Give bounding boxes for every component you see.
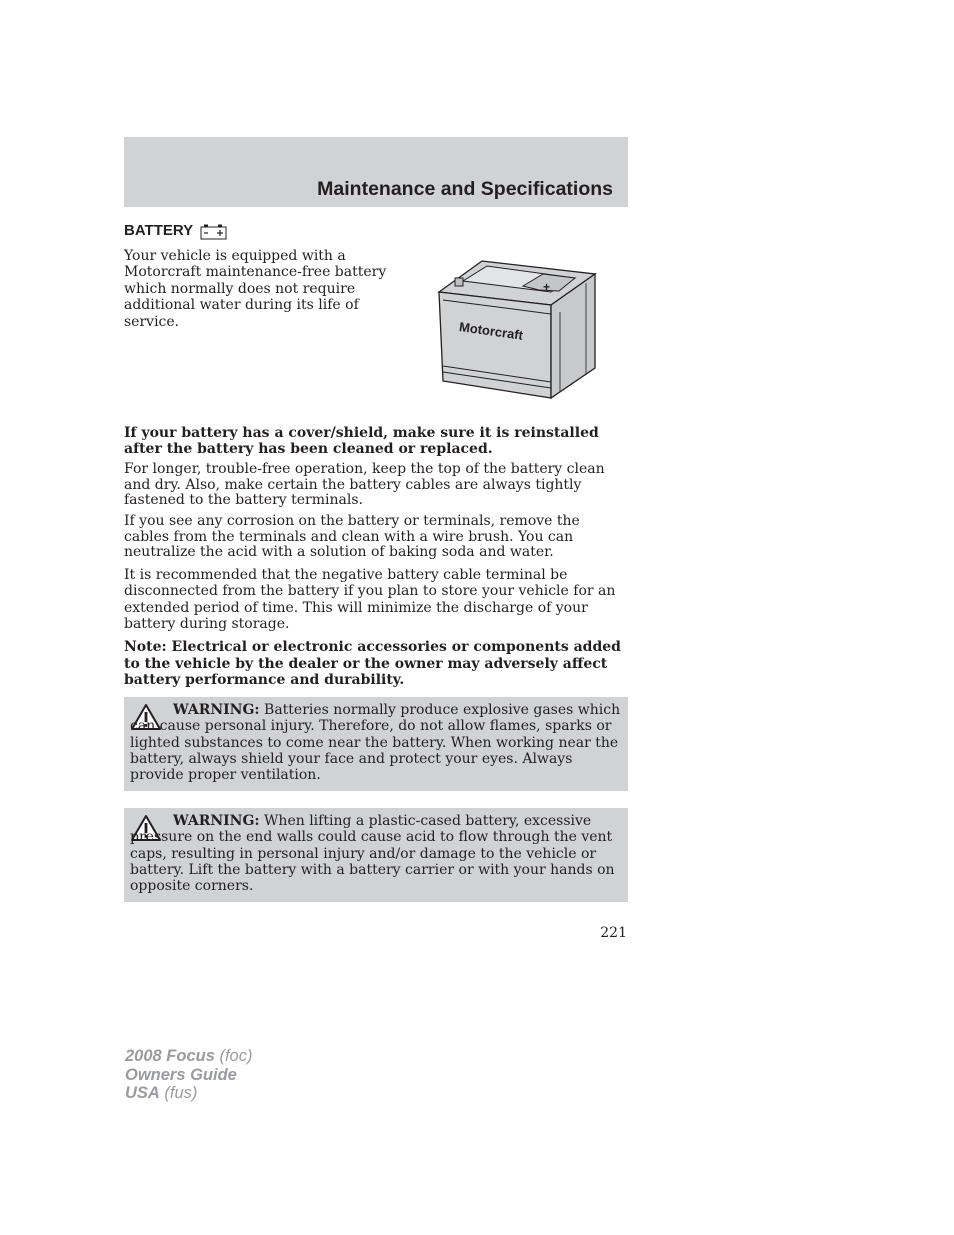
page-title: Maintenance and Specifications bbox=[317, 178, 613, 200]
footer-guide: Owners Guide bbox=[125, 1065, 237, 1084]
warning-box-gases bbox=[124, 697, 628, 791]
section-heading bbox=[124, 222, 226, 239]
warning-body: When lifting a plastic-cased battery, excessive pressure on the end walls could cause acid to flow through the vent caps, resulting in personal injury and/or damage to the vehicle or battery. Lift the battery with a battery carrier or with your hands on opposite corners. bbox=[130, 813, 615, 895]
accessories-note: Note: Electrical or electronic accessories or components added to the vehicle by the dealer or the owner may adversely affect battery performance and durability. bbox=[124, 639, 621, 688]
intro-text: Your vehicle is equipped with a Motorcraft maintenance-free battery which normally does not require additional water during its life of service. bbox=[124, 248, 387, 330]
cover-shield-note: If your battery has a cover/shield, make sure it is reinstalled after the battery has been cleaned or replaced. bbox=[124, 425, 599, 457]
warning-text bbox=[130, 813, 622, 894]
svg-text:+: + bbox=[543, 280, 551, 294]
battery-symbol-icon bbox=[200, 224, 226, 238]
maintenance-paragraph: For longer, trouble-free operation, keep the top of the battery clean and dry. Also, make certain the battery cables are always tightly fastened to the battery terminals. bbox=[124, 461, 605, 509]
footer-model-code: (foc) bbox=[214, 1047, 253, 1065]
footer-market-code: (fus) bbox=[159, 1084, 198, 1102]
footer-line-model bbox=[125, 1047, 252, 1066]
footer-line-market bbox=[125, 1084, 252, 1103]
corrosion-paragraph: If you see any corrosion on the battery or terminals, remove the cables from the terminals and clean with a wire brush. You can neutralize the acid with a solution of baking soda and water. bbox=[124, 513, 580, 561]
warning-label: WARNING: bbox=[173, 702, 260, 718]
warning-body: Batteries normally produce explosive gases which can cause personal injury. Therefore, do not allow flames, sparks or lighted substances to come near the battery. When working near the battery, always shield your face and protect your eyes. Always provide proper ventilation. bbox=[130, 702, 621, 784]
footer-model: 2008 Focus bbox=[125, 1047, 215, 1065]
warning-text bbox=[130, 702, 622, 783]
warning-label: WARNING: bbox=[173, 813, 260, 829]
footer-line-guide bbox=[125, 1066, 252, 1085]
battery-brand-label: Motorcraft bbox=[458, 319, 524, 343]
page-number: 221 bbox=[600, 925, 627, 941]
storage-paragraph: It is recommended that the negative battery cable terminal be disconnected from the battery if you plan to store your vehicle for an extended period of time. This will minimize the discharge of your battery during storage. bbox=[124, 567, 616, 632]
battery-illustration bbox=[435, 258, 597, 400]
header-band bbox=[124, 137, 628, 207]
warning-box-lifting bbox=[124, 808, 628, 902]
footer-doc-info bbox=[125, 1047, 252, 1103]
section-heading-text: BATTERY bbox=[124, 222, 194, 239]
footer-market: USA bbox=[125, 1084, 160, 1102]
